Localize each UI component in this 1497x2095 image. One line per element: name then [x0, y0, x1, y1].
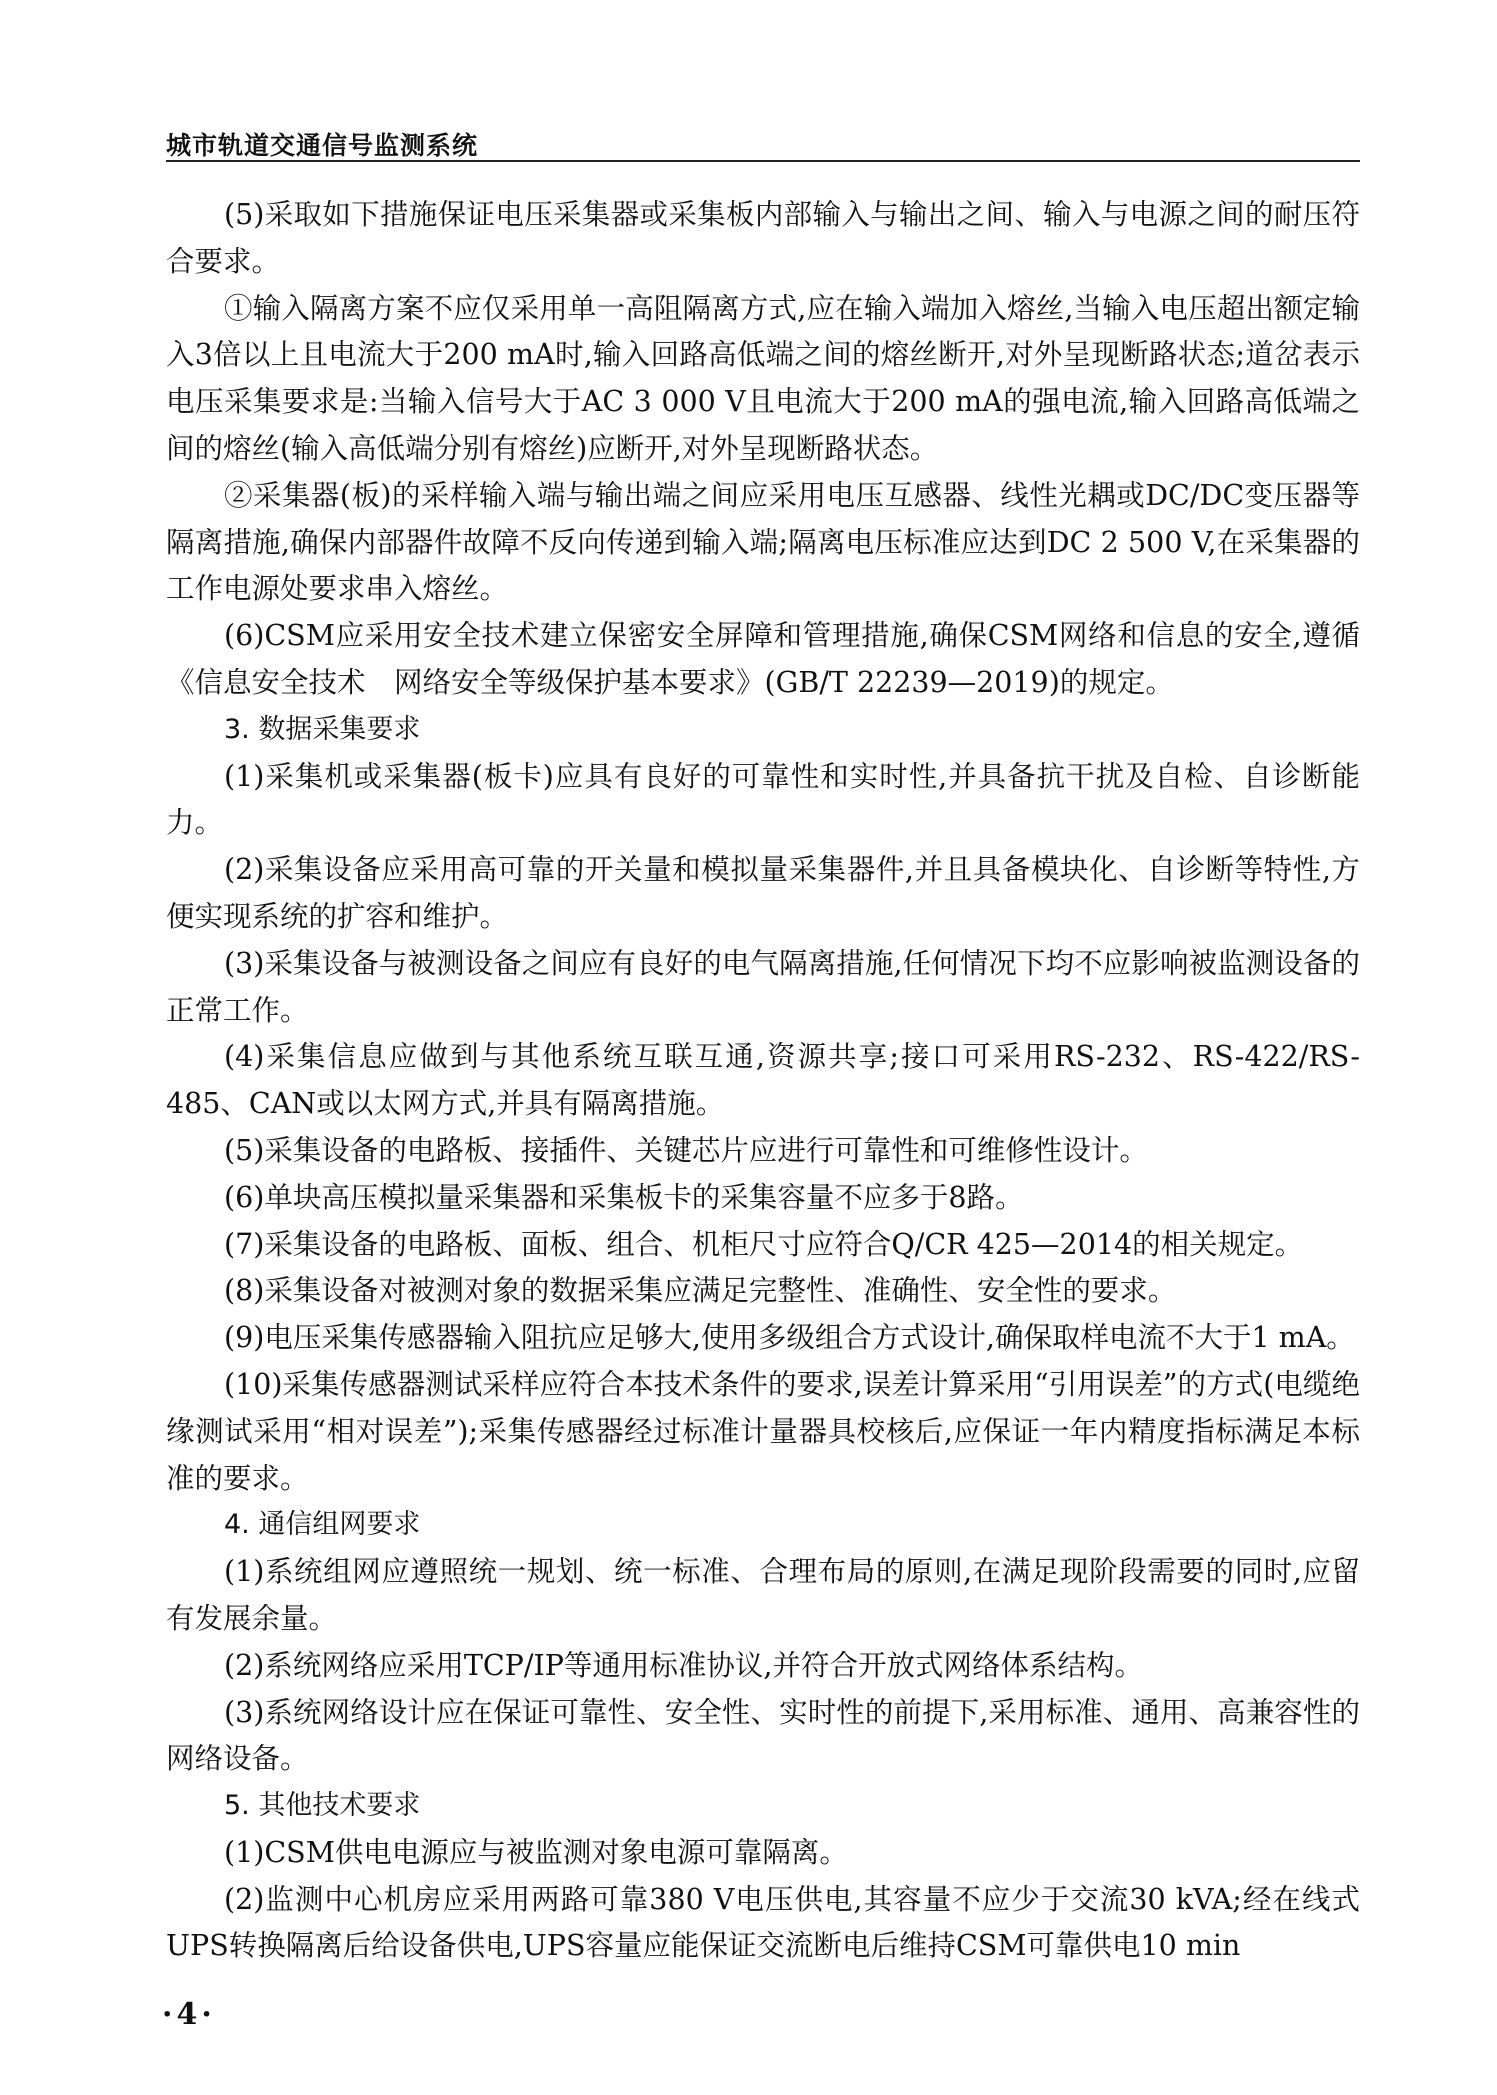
paragraph: (6)CSM应采用安全技术建立保密安全屏障和管理措施,确保CSM网络和信息的安全,遵循《信息安全技术 网络安全等级保护基本要求》(GB/T 22239—2019)的规定。 — [166, 619, 1360, 699]
body-text — [166, 192, 1360, 1970]
paragraph: (10)采集传感器测试采样应符合本技术条件的要求,误差计算采用“引用误差”的方式(电缆绝缘测试采用“相对误差”);采集传感器经过标准计量器具校核后,应保证一年内精度指标满足本标准的要求。 — [166, 1367, 1360, 1495]
paragraph: (5)采集设备的电路板、接插件、关键芯片应进行可靠性和可维修性设计。 — [224, 1133, 1148, 1167]
paragraph: (3)采集设备与被测设备之间应有良好的电气隔离措施,任何情况下均不应影响被监测设备的正常工作。 — [166, 946, 1360, 1027]
running-header — [166, 122, 1360, 162]
paragraph: (5)采取如下措施保证电压采集器或采集板内部输入与输出之间、输入与电源之间的耐压符合要求。 — [166, 198, 1360, 278]
paragraph: (9)电压采集传感器输入阻抗应足够大,使用多级组合方式设计,确保取样电流不大于1 mA。 — [224, 1321, 1355, 1355]
paragraph: (2)采集设备应采用高可靠的开关量和模拟量采集器件,并且具备模块化、自诊断等特性,方便实现系统的扩容和维护。 — [166, 853, 1360, 933]
paragraph: (1)系统组网应遵照统一规划、统一标准、合理布局的原则,在满足现阶段需要的同时,应留有发展余量。 — [166, 1555, 1360, 1635]
section-heading: 4. 通信组网要求 — [224, 1509, 421, 1541]
running-header-title: 城市轨道交通信号监测系统 — [166, 131, 479, 160]
paragraph: (2)监测中心机房应采用两路可靠380 V电压供电,其容量不应少于交流30 kVA;经在线式UPS转换隔离后给设备供电,UPS容量应能保证交流断电后维持CSM可靠供电10 min — [166, 1882, 1360, 1963]
paragraph: (1)采集机或采集器(板卡)应具有良好的可靠性和实时性,并具备抗干扰及自检、自诊断能力。 — [166, 759, 1360, 840]
paragraph: (6)单块高压模拟量采集器和采集板卡的采集容量不应多于8路。 — [224, 1180, 1024, 1214]
paragraph: ②采集器(板)的采样输入端与输出端之间应采用电压互感器、线性光耦或DC/DC变压器等隔离措施,确保内部器件故障不反向传递到输入端;隔离电压标准应达到DC 2 500 V,在采集器的工作电源处要求串入熔丝。 — [166, 478, 1360, 606]
page-number: ·4· — [162, 1997, 216, 2032]
section-heading: 3. 数据采集要求 — [224, 713, 421, 745]
paragraph: (4)采集信息应做到与其他系统互联互通,资源共享;接口可采用RS-232、RS-422/RS-485、CAN或以太网方式,并具有隔离措施。 — [166, 1040, 1360, 1121]
paragraph: (1)CSM供电电源应与被监测对象电源可靠隔离。 — [224, 1835, 848, 1869]
paragraph: (7)采集设备的电路板、面板、组合、机柜尺寸应符合Q/CR 425—2014的相关规定。 — [224, 1227, 1304, 1261]
section-heading: 5. 其他技术要求 — [224, 1790, 421, 1822]
paragraph: (2)系统网络应采用TCP/IP等通用标准协议,并符合开放式网络体系结构。 — [224, 1648, 1143, 1682]
paragraph: ①输入隔离方案不应仅采用单一高阻隔离方式,应在输入端加入熔丝,当输入电压超出额定输入3倍以上且电流大于200 mA时,输入回路高低端之间的熔丝断开,对外呈现断路状态;道岔表示电压采集要求是:当输入信号大于AC 3 000 V且电流大于200 mA的强电流,输入回路高低端之间的熔丝(输入高低端分别有熔丝)应断开,对外呈现断路状态。 — [166, 291, 1360, 465]
paragraph: (8)采集设备对被测对象的数据采集应满足完整性、准确性、安全性的要求。 — [224, 1274, 1177, 1308]
paragraph: (3)系统网络设计应在保证可靠性、安全性、实时性的前提下,采用标准、通用、高兼容性的网络设备。 — [166, 1695, 1360, 1776]
